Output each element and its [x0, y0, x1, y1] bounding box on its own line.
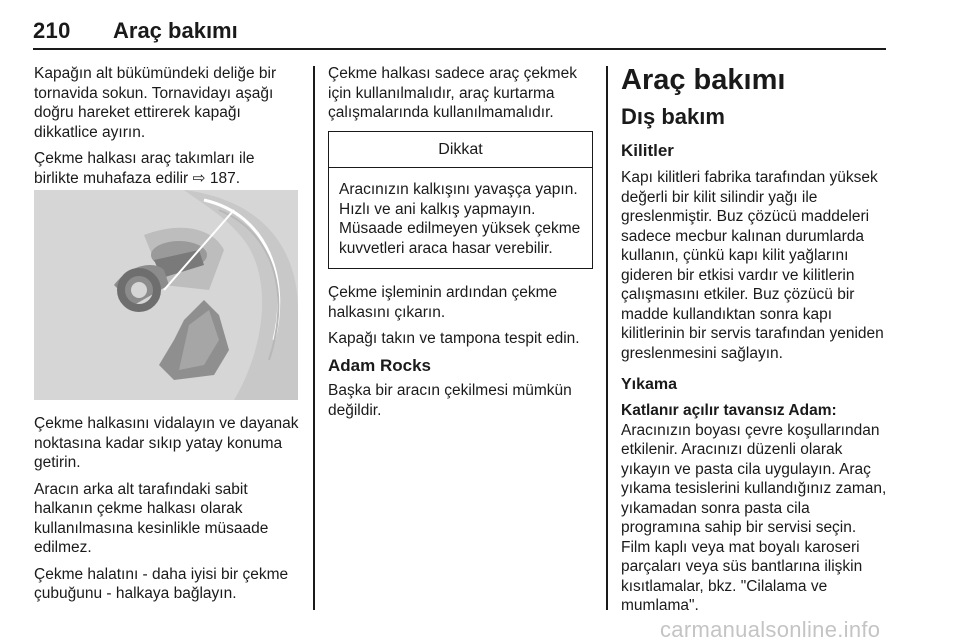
paragraph: Kapı kilitleri fabrika tarafından yüksek değerli bir kilit silindir yağı ile greslenmiştir. Buz çözücü maddeleri sadece mecbur kalınan durumlarda kullanın, çünkü kapı kilit yağlarını gideren bir etkisi vardır ve kilitlerin çalışmasını etkiler. Buz çözücü bir madde kullandıktan sonra kapı kilitlerinin bir servis tarafından yeniden greslenmesini sağlayın. — [621, 169, 884, 362]
bold-label: Katlanır açılır tavansız Adam: — [621, 402, 837, 419]
column-1 — [34, 64, 302, 195]
caution-body: Aracınızın kalkışını yavaşça yapın. Hızlı ve ani kalkış yapmayın. Müsaade edilmeyen yüksek çekme kuvvetleri araca hasar verebilir. — [339, 181, 581, 257]
paragraph: Kapağı takın ve tampona tespit edin. — [328, 330, 580, 347]
subsection-heading: Yıkama — [621, 376, 678, 393]
header-rule — [33, 48, 886, 50]
paragraph: Kapağın alt bükümündeki deliğe bir tornavida sokun. Tornavidayı aşağı doğru hareket ettirerek kapağı dikkatlice ayırın. — [34, 65, 277, 141]
section-heading: Dış bakım — [621, 104, 725, 129]
caution-title: Dikkat — [329, 132, 592, 169]
paragraph-with-reference — [34, 149, 302, 188]
paragraph: Aracınızın boyası çevre koşullarından etkilenir. Aracınızı düzenli olarak yıkayın ve pasta cila uygulayın. Araç yıkama tesislerini kullandığınız zaman, yıkamadan sonra pasta cila programına sahip bir servisi seçin. Film kaplı veya mat boyalı karoseri parçaları veya süs bantlarına ilişkin kısıtlamalar, bkz. "Cilalama ve mumlama". — [621, 421, 887, 614]
chapter-heading: Araç bakımı — [621, 64, 786, 96]
column-2 — [328, 64, 593, 427]
page-reference: 187. — [209, 169, 241, 187]
paragraph: Çekme halatını - daha iyisi bir çekme çubuğunu - halkaya bağlayın. — [34, 565, 289, 602]
paragraph: Aracın arka alt tarafındaki sabit halkanın çekme halkası olarak kullanılmasına kesinlikle müsaade edilmez. — [34, 480, 269, 556]
paragraph: Çekme halkasını vidalayın ve dayanak noktasına kadar sıkıp yatay konuma getirin. — [34, 415, 299, 471]
column-divider-2 — [606, 66, 608, 610]
paragraph: Çekme halkası sadece araç çekmek için kullanılmalıdır, araç kurtarma çalışmalarında kullanılmamalıdır. — [328, 65, 577, 121]
column-1-lower — [34, 414, 302, 611]
subsection-heading: Kilitler — [621, 141, 674, 160]
paragraph: Başka bir aracın çekilmesi mümkün değildir. — [328, 382, 572, 419]
tow-hook-illustration — [34, 190, 298, 400]
page-number: 210 — [33, 18, 71, 43]
caution-box — [328, 131, 593, 270]
column-3 — [621, 64, 889, 623]
section-heading: Adam Rocks — [328, 355, 431, 375]
paragraph: Çekme işleminin ardından çekme halkasını çıkarın. — [328, 284, 558, 321]
watermark: carmanualsonline.info — [660, 617, 881, 642]
paragraph-text: Çekme halkası araç takımları ile birlikte muhafaza edilir — [34, 150, 255, 187]
page-header — [33, 18, 886, 48]
page-title: Araç bakımı — [113, 18, 238, 43]
column-divider-1 — [313, 66, 315, 610]
arrow-ref-icon: ⇨ — [192, 169, 206, 187]
